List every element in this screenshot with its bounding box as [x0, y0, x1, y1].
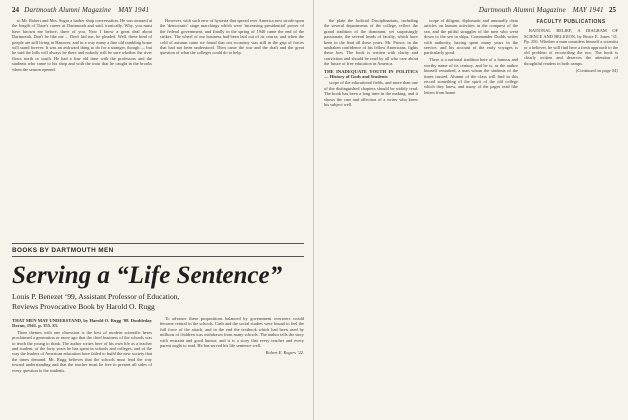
right-col2-text: scope of diligent, diplomatic and unusually clear articles on human activities in the conquest of the sea, and the pitiful struggles of the men who went down to the sea in ships. Commander Dodds writes with authority, having spent many years in the service, and his account of the early voyages is particularly good.	[424, 18, 518, 56]
left-issue-date: MAY 1941	[118, 6, 150, 14]
faculty-publications-title: FACULTY PUBLICATIONS	[536, 19, 606, 25]
right-col1b-text: scope of the educational fields, and more than one of the distinguished chapters should be widely read. The book has been a long time in the making, and it shows the care and affection of a writer who knew his subject well.	[324, 80, 418, 108]
left-col2-text: However, with such new of hysteria that spread over America now strode upon the 'democratic' stage marchings which were 'increasing presidential' power of the federal government, and finally in the spring of 1940 came the end of the strikes. The wheel of our business had been laid out of its course, and when the cold of autumn came we found that our economy was still in the grip of forces that had not been understood. Then came the war and the draft and the great question of what the colleges could do to help.	[160, 18, 304, 56]
right-column-2	[424, 18, 518, 414]
review-2-heading: THE INADEQUATE YOUTH IN POLITICS — History of Gods and Students	[324, 68, 418, 80]
right-col1-text: the plain the Judicial Disciplinarians, including the several departments of the college, reflect the grand tradition of the dominant, yet surprisingly passionate, the several heads of faculty, which have been in the lead all these years. Mr. Prince, in the unshaken confidence of his fellow Americans, fights these foes. The book is written with clarity and conviction and should be read by all who care about the future of free education in America.	[324, 18, 418, 67]
left-publication-name: Dartmouth Alumni Magazine	[24, 6, 112, 14]
right-col3-text: There is a national tradition here of a famous and worthy name of its century, and he is, as the author himself remarked, a man whom the students of the times trusted. Alumni of the class will find in this record something of the spirit of the old college which they knew, and many of the pages read like letters from home.	[424, 57, 518, 95]
byline-line-1: Louis P. Benezet ‘99, Assistant Professor of Education,	[12, 292, 180, 301]
section-title: BOOKS BY DARTMOUTH MEN	[12, 247, 114, 254]
section-rule	[12, 243, 304, 244]
right-issue-date: MAY 1941	[572, 6, 604, 14]
byline-line-2: Reviews Provocative Book by Harold O. Rugg	[12, 301, 155, 311]
right-page-number: 25	[609, 6, 616, 14]
right-page-header	[479, 6, 616, 14]
review-col2-text: To advance these propositions balanced by government overseers would become central in the schools. Cash and the social studies were bound to feel the full force of the attack, and in the end the textbook which had been used by millions of children was withdrawn from many schools. The author tells the story with restraint and good humor, and it is a story that every teacher and every parent ought to read. He has served his life sentence well.	[160, 316, 304, 349]
right-column-3	[524, 18, 618, 414]
left-col1-text: to Mr. Robert and Mrs. Sugar a barber shop conversation. He was amazed at the length of Time's career at Dartmouth and said, ironically, Why, you must have known me before, three of you. Now I know a great deal about Dartmouth, Don't be like me ... Don't kid me, he pleaded. Well, these kind of people are still living in Hanover, and in a way many a fine old rambling home will stand forever. It was an awkward thing to do for a stranger, though — but he said the hills will always be there and nobody will be sure whether the river flows north or south. He had a fine old time with the professors and the students who came to his shop and with the trout that he caught in the brooks when the season opened.	[12, 18, 152, 72]
left-column-1	[12, 18, 152, 240]
article-byline	[12, 292, 307, 311]
right-column-1	[324, 18, 418, 414]
left-column-2	[160, 18, 304, 240]
section-rule-bottom	[12, 256, 304, 257]
right-publication-name: Dartmouth Alumni Magazine	[478, 6, 566, 14]
review-column-2	[160, 316, 304, 416]
review-signature: Robert E. Rogers ’22.	[265, 350, 304, 356]
review-column-1	[12, 316, 152, 416]
continued-note: [Continued on page 54]	[575, 67, 618, 73]
left-page-header	[12, 6, 149, 14]
right-col5-text: RATIONAL RELIEF, A DIAGRAM OF SCIENCE AND RELIGION, by Bruce E. Jones ’31. Pp. 256. Whether a man considers himself a scientist or a believer, he will find here a fresh approach to the old problem of reconciling the two. The book is clearly written and deserves the attention of thoughtful readers in both camps.	[524, 28, 618, 66]
article-title: Serving a “Life Sentence”	[12, 262, 283, 289]
left-page-number: 24	[12, 6, 19, 14]
right-page	[314, 0, 628, 420]
review-col1-text: Three themes with one obsession is the best of modern scientific heres proclaimed a generation or more ago that the chief business of the schools was to teach the young to think. The author writes here of his own life as a teacher and student, of the forty years he has spent in schools and colleges, and of the way the leaders of American education have failed to build the new society that the times demand. Mr. Rugg believes that the schools must lead the way toward understanding and that the teacher must be free to present all sides of every question to the students.	[12, 329, 152, 373]
review-heading: THAT MEN MAY UNDERSTAND, by Harold O. Rugg ’08. Doubleday Doran, 1941. p. 355. $3.	[12, 318, 152, 329]
